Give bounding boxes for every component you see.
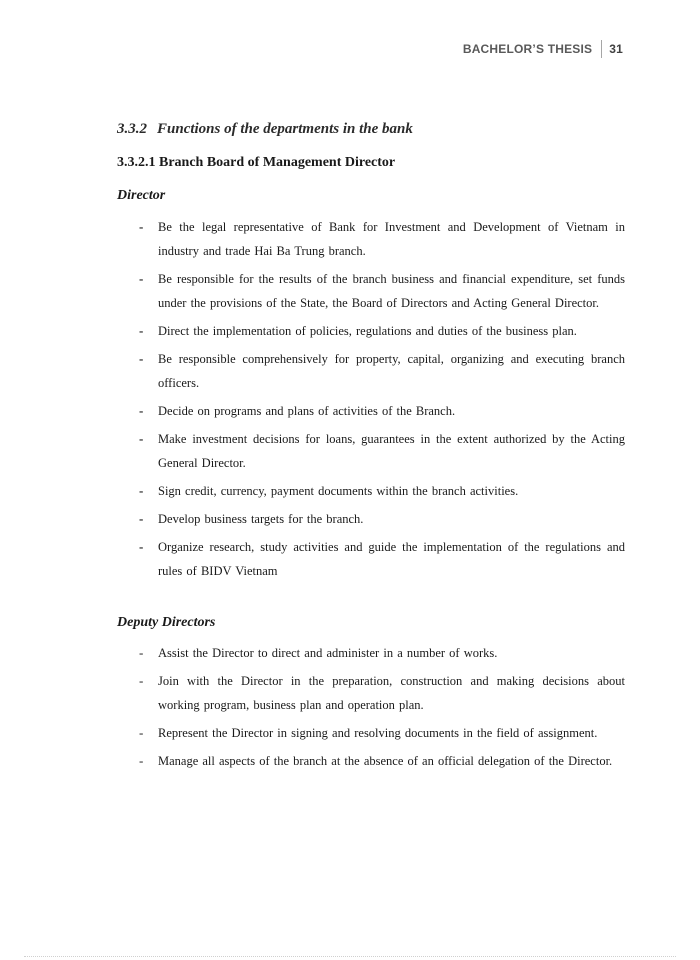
list-item: - Organize research, study activities and guide the implementation of the regulations and rules of BIDV Vietnam: [117, 535, 625, 583]
list-item: - Direct the implementation of policies, regulations and duties of the business plan.: [117, 319, 625, 343]
director-duties-list: [117, 215, 625, 587]
list-item: - Develop business targets for the branch.: [117, 507, 625, 531]
bullet: -: [139, 753, 144, 768]
list-item: - Sign credit, currency, payment documents within the branch activities.: [117, 479, 625, 503]
list-item: - Make investment decisions for loans, guarantees in the extent authorized by the Acting General Director.: [117, 427, 625, 475]
section-number: 3.3.2: [117, 121, 147, 137]
deputy-duties-list: [117, 641, 625, 777]
bullet: -: [139, 323, 144, 338]
bullet: -: [139, 483, 144, 498]
bullet: -: [139, 431, 144, 446]
list-item: - Decide on programs and plans of activities of the Branch.: [117, 399, 625, 423]
deputy-directors-heading: Deputy Directors: [117, 615, 216, 630]
page-bottom-divider: [24, 956, 676, 957]
bullet: -: [139, 725, 144, 740]
thesis-title: BACHELOR’S THESIS: [462, 42, 593, 56]
section-heading: [117, 121, 413, 138]
subsection-heading: 3.3.2.1 Branch Board of Management Director: [117, 155, 396, 170]
list-item: - Represent the Director in signing and resolving documents in the field of assignment.: [117, 721, 625, 745]
list-item: - Be responsible for the results of the branch business and financial expenditure, set funds under the provisions of the State, the Board of Directors and Acting General Director.: [117, 267, 625, 315]
bullet: -: [139, 673, 144, 688]
list-item: - Manage all aspects of the branch at the absence of an official delegation of the Director.: [117, 749, 625, 773]
header-separator: [601, 40, 602, 58]
list-item: - Join with the Director in the preparation, construction and making decisions about working program, business plan and operation plan.: [117, 669, 625, 717]
bullet: -: [139, 511, 144, 526]
bullet: -: [139, 645, 144, 660]
page-number: 31: [609, 42, 623, 56]
list-item: - Be the legal representative of Bank for Investment and Development of Vietnam in industry and trade Hai Ba Trung branch.: [117, 215, 625, 263]
bullet: -: [139, 539, 144, 554]
running-header: [463, 40, 623, 58]
list-item: - Assist the Director to direct and administer in a number of works.: [117, 641, 625, 665]
bullet: -: [139, 403, 144, 418]
director-heading: Director: [117, 188, 166, 203]
bullet: -: [139, 351, 144, 366]
section-title: Functions of the departments in the bank: [157, 121, 413, 137]
list-item: - Be responsible comprehensively for property, capital, organizing and executing branch officers.: [117, 347, 625, 395]
bullet: -: [139, 271, 144, 286]
bullet: -: [139, 219, 144, 234]
